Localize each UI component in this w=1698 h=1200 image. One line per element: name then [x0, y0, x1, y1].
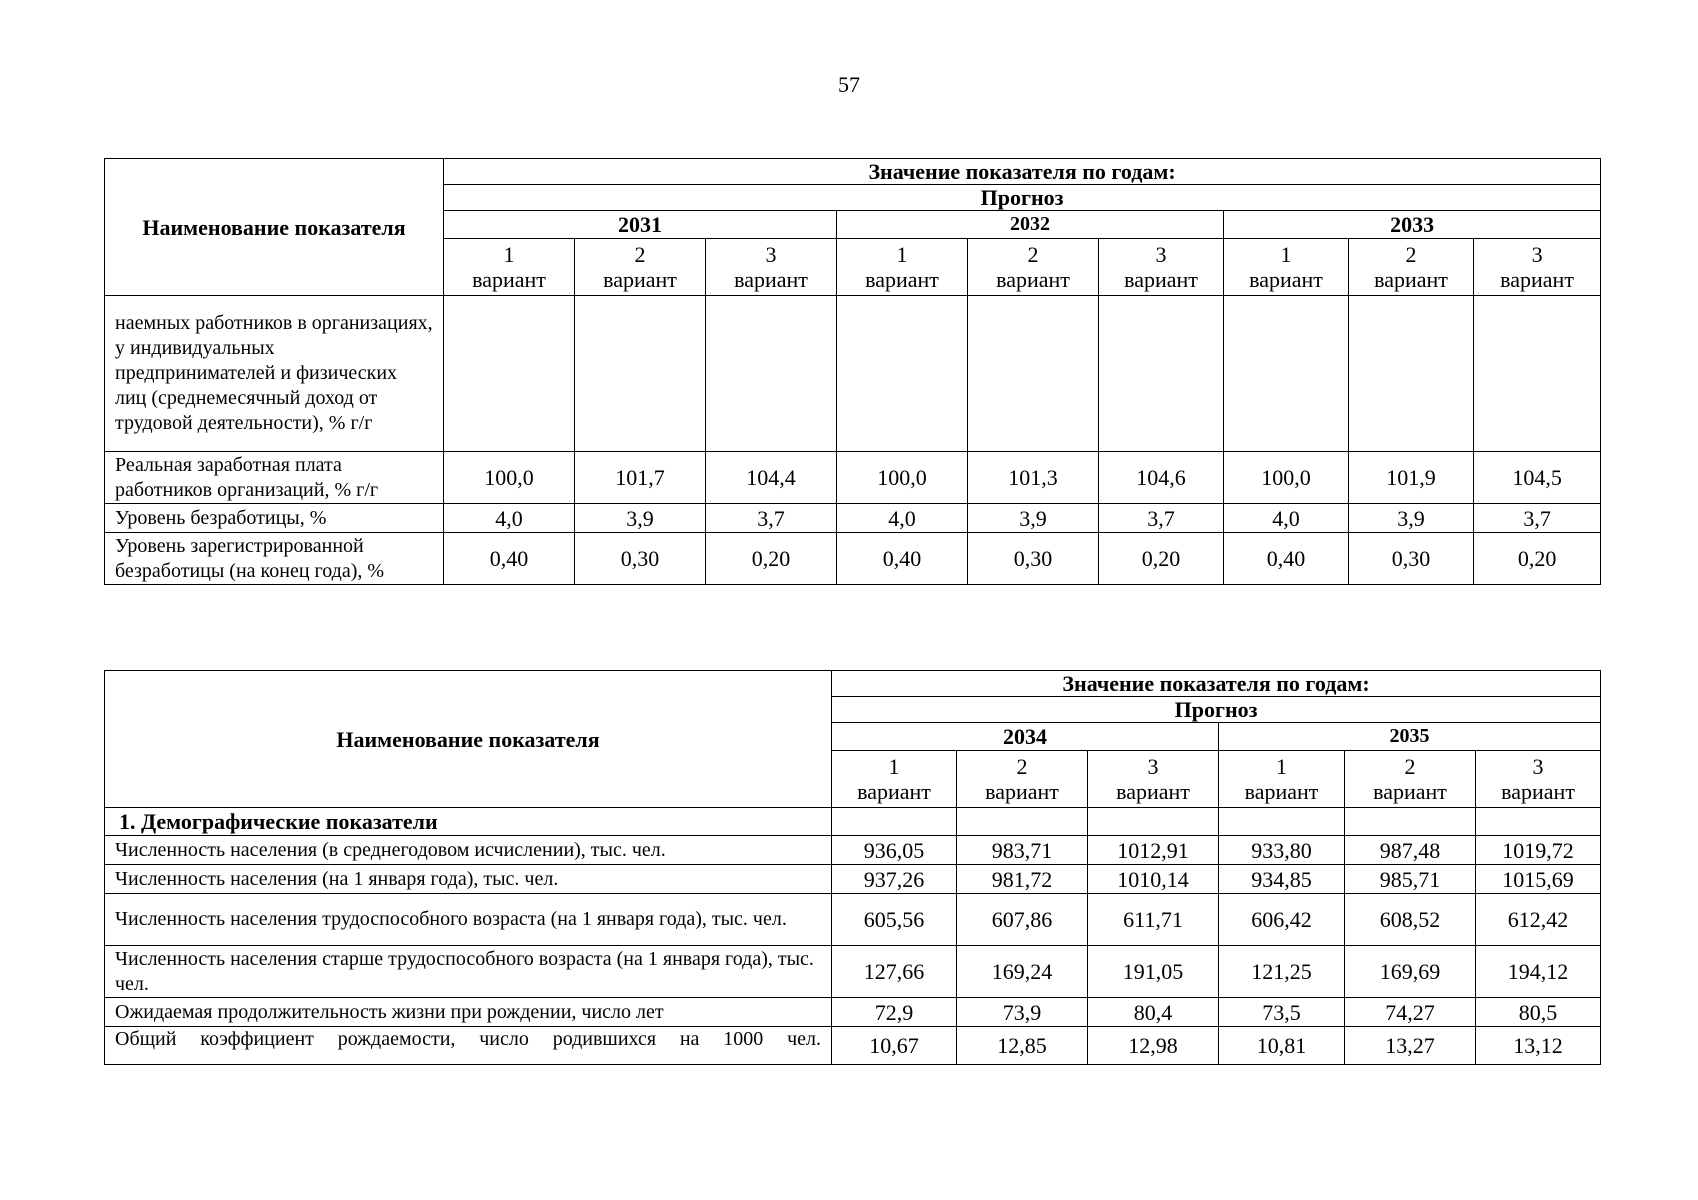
variant-number: 3 [1531, 242, 1543, 267]
indicator-value: 0,20 [706, 533, 837, 585]
table-row [105, 533, 1601, 585]
indicator-value: 987,48 [1345, 836, 1476, 865]
indicator-value: 101,9 [1349, 452, 1474, 504]
indicator-value: 981,72 [957, 865, 1088, 894]
variant-number: 2 [634, 242, 646, 267]
indicator-value: 4,0 [1224, 504, 1349, 533]
indicator-value: 985,71 [1345, 865, 1476, 894]
indicator-value: 100,0 [1224, 452, 1349, 504]
table-row [105, 836, 1601, 865]
indicator-value: 100,0 [837, 452, 968, 504]
indicator-value: 3,7 [1099, 504, 1224, 533]
indicator-value [1099, 296, 1224, 452]
indicator-value: 0,30 [575, 533, 706, 585]
year-header: 2032 [837, 211, 1224, 239]
indicator-value: 0,40 [837, 533, 968, 585]
indicator-value: 933,80 [1219, 836, 1345, 865]
table-row [105, 894, 1601, 946]
indicator-value: 936,05 [832, 836, 957, 865]
indicator-value: 0,40 [1224, 533, 1349, 585]
variant-label: вариант [472, 267, 546, 292]
variant-header [444, 239, 575, 296]
variant-number: 3 [1147, 754, 1159, 779]
indicator-value: 73,9 [957, 998, 1088, 1027]
indicator-value: 1019,72 [1476, 836, 1601, 865]
indicator-value: 983,71 [957, 836, 1088, 865]
section-title: 1. Демографические показатели [105, 808, 832, 836]
indicator-value: 4,0 [444, 504, 575, 533]
indicator-value: 194,12 [1476, 946, 1601, 998]
variant-header [1345, 751, 1476, 808]
variant-number: 1 [503, 242, 515, 267]
indicator-value: 74,27 [1345, 998, 1476, 1027]
indicator-value: 12,98 [1088, 1027, 1219, 1065]
variant-label: вариант [603, 267, 677, 292]
indicator-value: 73,5 [1219, 998, 1345, 1027]
indicator-name: Реальная заработная плата работников организаций, % г/г [105, 452, 444, 504]
indicator-value: 605,56 [832, 894, 957, 946]
indicator-value: 191,05 [1088, 946, 1219, 998]
indicator-value: 169,24 [957, 946, 1088, 998]
indicator-value: 934,85 [1219, 865, 1345, 894]
page-number: 57 [838, 72, 860, 97]
indicator-name: Уровень безработицы, % [105, 504, 444, 533]
name-column-header: Наименование показателя [105, 671, 832, 808]
indicator-value: 3,9 [1349, 504, 1474, 533]
indicator-name: Численность населения старше трудоспособного возраста (на 1 января года), тыс. чел. [105, 946, 832, 998]
indicator-value: 10,67 [832, 1027, 957, 1065]
indicator-value: 121,25 [1219, 946, 1345, 998]
indicator-value: 1015,69 [1476, 865, 1601, 894]
indicator-value: 13,12 [1476, 1027, 1601, 1065]
year-header: 2034 [832, 723, 1219, 751]
variant-number: 1 [1276, 754, 1287, 779]
indicator-value: 1010,14 [1088, 865, 1219, 894]
variant-header [1476, 751, 1601, 808]
variant-number: 1 [896, 242, 908, 267]
indicator-value: 12,85 [957, 1027, 1088, 1065]
indicator-value: 0,20 [1099, 533, 1224, 585]
indicator-value [1474, 296, 1601, 452]
variant-number: 2 [1405, 242, 1417, 267]
variant-header [706, 239, 837, 296]
indicator-value: 607,86 [957, 894, 1088, 946]
indicator-value: 4,0 [837, 504, 968, 533]
variant-number: 2 [1027, 242, 1039, 267]
variant-number: 2 [1404, 754, 1416, 779]
indicator-value: 608,52 [1345, 894, 1476, 946]
indicator-value: 606,42 [1219, 894, 1345, 946]
indicator-value: 169,69 [1345, 946, 1476, 998]
variant-label: вариант [1373, 779, 1447, 804]
indicator-value: 72,9 [832, 998, 957, 1027]
table-row [105, 946, 1601, 998]
indicator-value: 13,27 [1345, 1027, 1476, 1065]
variant-label: вариант [857, 779, 931, 804]
table-row [105, 452, 1601, 504]
indicator-value: 937,26 [832, 865, 957, 894]
indicator-value [968, 296, 1099, 452]
variant-label: вариант [1116, 779, 1190, 804]
variant-header [832, 751, 957, 808]
indicator-value: 3,7 [1474, 504, 1601, 533]
table-row [105, 1027, 1601, 1065]
variant-label: вариант [1500, 267, 1574, 292]
indicator-value: 100,0 [444, 452, 575, 504]
table-row [105, 998, 1601, 1027]
indicator-value: 10,81 [1219, 1027, 1345, 1065]
indicator-name: Численность населения (в среднегодовом исчислении), тыс. чел. [105, 836, 832, 865]
indicator-name: наемных работников в организациях, у индивидуальных предпринимателей и физических лиц (среднемесячный доход от трудовой деятельности), % г/г [105, 296, 444, 452]
indicators-table-2034-2035 [104, 670, 1601, 1065]
indicator-value: 611,71 [1088, 894, 1219, 946]
indicators-table-2031-2033 [104, 158, 1601, 585]
indicator-value: 101,3 [968, 452, 1099, 504]
variant-label: вариант [1374, 267, 1448, 292]
indicator-value: 101,7 [575, 452, 706, 504]
name-column-header: Наименование показателя [105, 159, 444, 296]
indicator-value: 612,42 [1476, 894, 1601, 946]
indicator-value: 0,40 [444, 533, 575, 585]
indicator-value: 3,9 [575, 504, 706, 533]
variant-header [837, 239, 968, 296]
variant-header [1219, 751, 1345, 808]
variant-number: 1 [1280, 242, 1292, 267]
variant-header [1474, 239, 1601, 296]
indicator-name: Численность населения (на 1 января года), тыс. чел. [105, 865, 832, 894]
year-header: 2033 [1224, 211, 1601, 239]
indicator-value: 80,5 [1476, 998, 1601, 1027]
variant-label: вариант [1244, 779, 1319, 804]
variant-header [968, 239, 1099, 296]
variant-number: 3 [765, 242, 777, 267]
forecast-header: Прогноз [444, 185, 1601, 211]
variant-header [1099, 239, 1224, 296]
indicator-name: Уровень зарегистрированной безработицы (на конец года), % [105, 533, 444, 585]
variant-header [1224, 239, 1349, 296]
table-row [105, 504, 1601, 533]
indicator-value: 3,7 [706, 504, 837, 533]
year-header: 2035 [1219, 723, 1601, 751]
variant-header [1088, 751, 1219, 808]
variant-label: вариант [865, 267, 939, 292]
indicator-value [837, 296, 968, 452]
indicator-name: Ожидаемая продолжительность жизни при рождении, число лет [105, 998, 832, 1027]
indicator-value [444, 296, 575, 452]
indicator-value: 3,9 [968, 504, 1099, 533]
indicator-value: 0,30 [1349, 533, 1474, 585]
variant-label: вариант [985, 779, 1059, 804]
variant-header [575, 239, 706, 296]
indicator-value [575, 296, 706, 452]
variant-number: 3 [1532, 754, 1544, 779]
indicator-value: 80,4 [1088, 998, 1219, 1027]
variant-header [957, 751, 1088, 808]
variant-number: 2 [1016, 754, 1028, 779]
indicator-value: 104,5 [1474, 452, 1601, 504]
variant-label: вариант [734, 267, 808, 292]
value-by-years-header: Значение показателя по годам: [444, 159, 1601, 185]
variant-header [1349, 239, 1474, 296]
indicator-name: Численность населения трудоспособного возраста (на 1 января года), тыс. чел. [105, 894, 832, 946]
forecast-header: Прогноз [832, 697, 1601, 723]
indicator-value: 104,4 [706, 452, 837, 504]
indicator-value [1349, 296, 1474, 452]
year-header: 2031 [444, 211, 837, 239]
indicator-value [706, 296, 837, 452]
value-by-years-header: Значение показателя по годам: [832, 671, 1601, 697]
indicator-value: 1012,91 [1088, 836, 1219, 865]
variant-number: 1 [888, 754, 900, 779]
table-row [105, 865, 1601, 894]
indicator-value: 0,20 [1474, 533, 1601, 585]
variant-label: вариант [1501, 779, 1575, 804]
indicator-value: 127,66 [832, 946, 957, 998]
variant-label: вариант [1124, 267, 1198, 292]
indicator-name: Общий коэффициент рождаемости, число родившихся на 1000 чел. [105, 1027, 832, 1065]
indicator-value: 0,30 [968, 533, 1099, 585]
table-row [105, 296, 1601, 452]
variant-label: вариант [1249, 267, 1323, 292]
variant-number: 3 [1155, 242, 1167, 267]
indicator-value: 104,6 [1099, 452, 1224, 504]
variant-label: вариант [996, 267, 1070, 292]
indicator-value [1224, 296, 1349, 452]
